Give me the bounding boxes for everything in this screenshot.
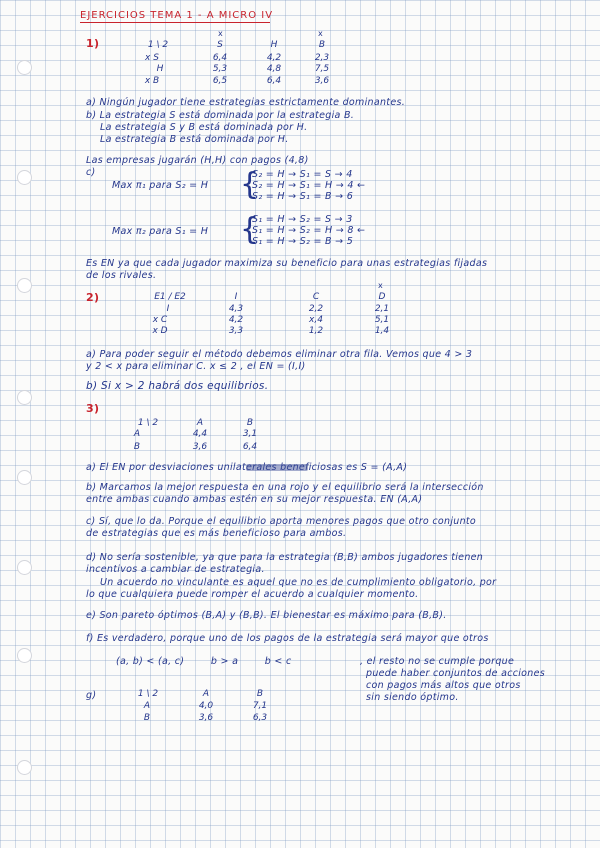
table-cell: 4,3 [228, 304, 244, 314]
table-cell: B [318, 40, 326, 50]
table-cell: 1,4 [374, 326, 390, 336]
table-cell: 6,4 [266, 76, 282, 86]
derivation-line: S₁ = H → S₂ = S → 3 [252, 214, 353, 225]
answer-text: Un acuerdo no vinculante es aquel que no es de cumplimiento obligatorio, por [100, 577, 497, 588]
answer-text: f) Es verdadero, porque uno de los pagos de la estrategia será mayor que otros [86, 633, 489, 644]
answer-text: lo que cualquiera puede romper el acuerdo a cualquier momento. [86, 589, 419, 600]
table-cell: x C [152, 315, 168, 325]
table-cell: I [234, 292, 238, 302]
table-cell: 1 \ 2 [137, 689, 159, 699]
answer-text: incentivos a cambiar de estrategia. [86, 564, 265, 575]
answer-text: b) La estrategia S está dominada por la estrategia B. [86, 110, 355, 121]
table-cell: A [143, 701, 151, 711]
table-cell: A [202, 689, 210, 699]
table-cell: 1 \ 2 [137, 418, 159, 428]
derivation-line: S₁ = H → S₂ = B → 5 [252, 236, 354, 247]
table-cell: H [156, 64, 164, 74]
table-cell: 4,2 [228, 315, 244, 325]
table-cell: B [143, 713, 151, 723]
answer-text: entre ambas cuando ambas estén en su mejor respuesta. EN (A,A) [86, 494, 423, 505]
table-cell: x S [145, 53, 159, 63]
derivation-line: S₂ = H → S₁ = S → 4 [252, 169, 353, 180]
table-cell: 2,2 [308, 304, 324, 314]
table-cell: 6,4 [212, 53, 228, 63]
table-cell: 4,4 [192, 429, 208, 439]
exercise-1-number: 1) [86, 37, 100, 50]
table-cell: 7,5 [314, 64, 330, 74]
derivation-line: S₂ = H → S₁ = B → 6 [252, 191, 354, 202]
binder-hole [17, 648, 32, 663]
column-cross-mark: x [318, 29, 323, 38]
table-cell: S [217, 40, 223, 50]
table-cell: 4,8 [266, 64, 282, 74]
table-cell: C [312, 292, 320, 302]
table-cell: 3,6 [192, 442, 208, 452]
answer-text: a) Ningún jugador tiene estrategias estrictamente dominantes. [86, 97, 406, 108]
column-cross-mark: x [378, 281, 383, 290]
table-cell: B [246, 418, 254, 428]
note-text: sin siendo óptimo. [366, 692, 459, 703]
binder-hole [17, 390, 32, 405]
table-cell: 1 \ 2 [147, 40, 169, 50]
formula-text: (a, b) < (a, c) b > a b < c [116, 656, 292, 667]
table-cell: 5,3 [212, 64, 228, 74]
table-cell: x,4 [309, 315, 323, 325]
note-text: , el resto no se cumple porque [360, 656, 515, 667]
crossed-out-text [246, 464, 308, 471]
answer-text: a) Para poder seguir el método debemos eliminar otra fila. Vemos que 4 > 3 [86, 349, 473, 360]
brace: { [240, 167, 260, 202]
table-cell: 3,1 [242, 429, 258, 439]
binder-hole [17, 278, 32, 293]
conclusion-text: de los rivales. [86, 270, 157, 281]
table-cell: 3,6 [314, 76, 330, 86]
binder-hole [17, 170, 32, 185]
exercise-3-number: 3) [86, 402, 100, 415]
table-cell: 2,3 [314, 53, 330, 63]
answer-text: Las empresas jugarán (H,H) con pagos (4,8) [86, 155, 309, 166]
table-cell: B [133, 442, 141, 452]
binder-hole [17, 470, 32, 485]
binder-hole [17, 60, 32, 75]
table-cell: 3,6 [198, 713, 214, 723]
table-cell: 1,2 [308, 326, 324, 336]
table-cell: I [166, 304, 170, 314]
maximization-text: Max π₂ para S₁ = H [112, 226, 209, 237]
part-label: c) [86, 167, 96, 178]
answer-text: a) El EN por desviaciones unilaterales beneficiosas es S = (A,A) [86, 462, 408, 473]
table-cell: 6,5 [212, 76, 228, 86]
maximization-text: Max π₁ para S₂ = H [112, 180, 209, 191]
binder-hole [17, 560, 32, 575]
table-cell: A [196, 418, 204, 428]
derivation-line: S₂ = H → S₁ = H → 4 ← [252, 180, 366, 191]
table-cell: 7,1 [252, 701, 268, 711]
page-title: EJERCICIOS TEMA 1 - A MICRO IV [80, 10, 274, 21]
table-cell: 4,2 [266, 53, 282, 63]
exercise-2-number: 2) [86, 291, 100, 304]
table-cell: B [256, 689, 264, 699]
table-cell: H [270, 40, 278, 50]
table-cell: 4,0 [198, 701, 214, 711]
table-cell: A [133, 429, 141, 439]
table-cell: 3,3 [228, 326, 244, 336]
part-label: g) [86, 690, 97, 701]
answer-text: y 2 < x para eliminar C. x ≤ 2 , el EN = (I,I) [86, 361, 306, 372]
title-underline [80, 22, 270, 23]
answer-text: La estrategia S y B está dominada por H. [100, 122, 308, 133]
table-cell: 6,3 [252, 713, 268, 723]
answer-text: b) Marcamos la mejor respuesta en una rojo y el equilibrio será la intersección [86, 482, 484, 493]
conclusion-text: Es EN ya que cada jugador maximiza su beneficio para unas estrategias fijadas [86, 258, 488, 269]
table-cell: 5,1 [374, 315, 390, 325]
table-cell: 6,4 [242, 442, 258, 452]
answer-text: d) No sería sostenible, ya que para la estrategia (B,B) ambos jugadores tienen [86, 552, 484, 563]
table-cell: x B [144, 76, 160, 86]
derivation-line: S₁ = H → S₂ = H → 8 ← [252, 225, 366, 236]
binder-hole [17, 760, 32, 775]
table-cell: D [378, 292, 386, 302]
answer-text: de estrategias que es más beneficioso para ambos. [86, 528, 347, 539]
answer-text: e) Son pareto óptimos (B,A) y (B,B). El bienestar es máximo para (B,B). [86, 610, 447, 621]
table-cell: x D [152, 326, 168, 336]
answer-text: La estrategia B está dominada por H. [100, 134, 289, 145]
table-cell: E1 / E2 [154, 292, 186, 302]
note-text: con pagos más altos que otros [366, 680, 521, 691]
note-text: puede haber conjuntos de acciones [366, 668, 546, 679]
answer-text: b) Si x > 2 habrá dos equilibrios. [86, 380, 269, 392]
column-cross-mark: x [218, 29, 223, 38]
answer-text: c) Sí, que lo da. Porque el equilibrio aporta menores pagos que otro conjunto [86, 516, 477, 527]
table-cell: 2,1 [374, 304, 390, 314]
brace: { [240, 212, 260, 247]
